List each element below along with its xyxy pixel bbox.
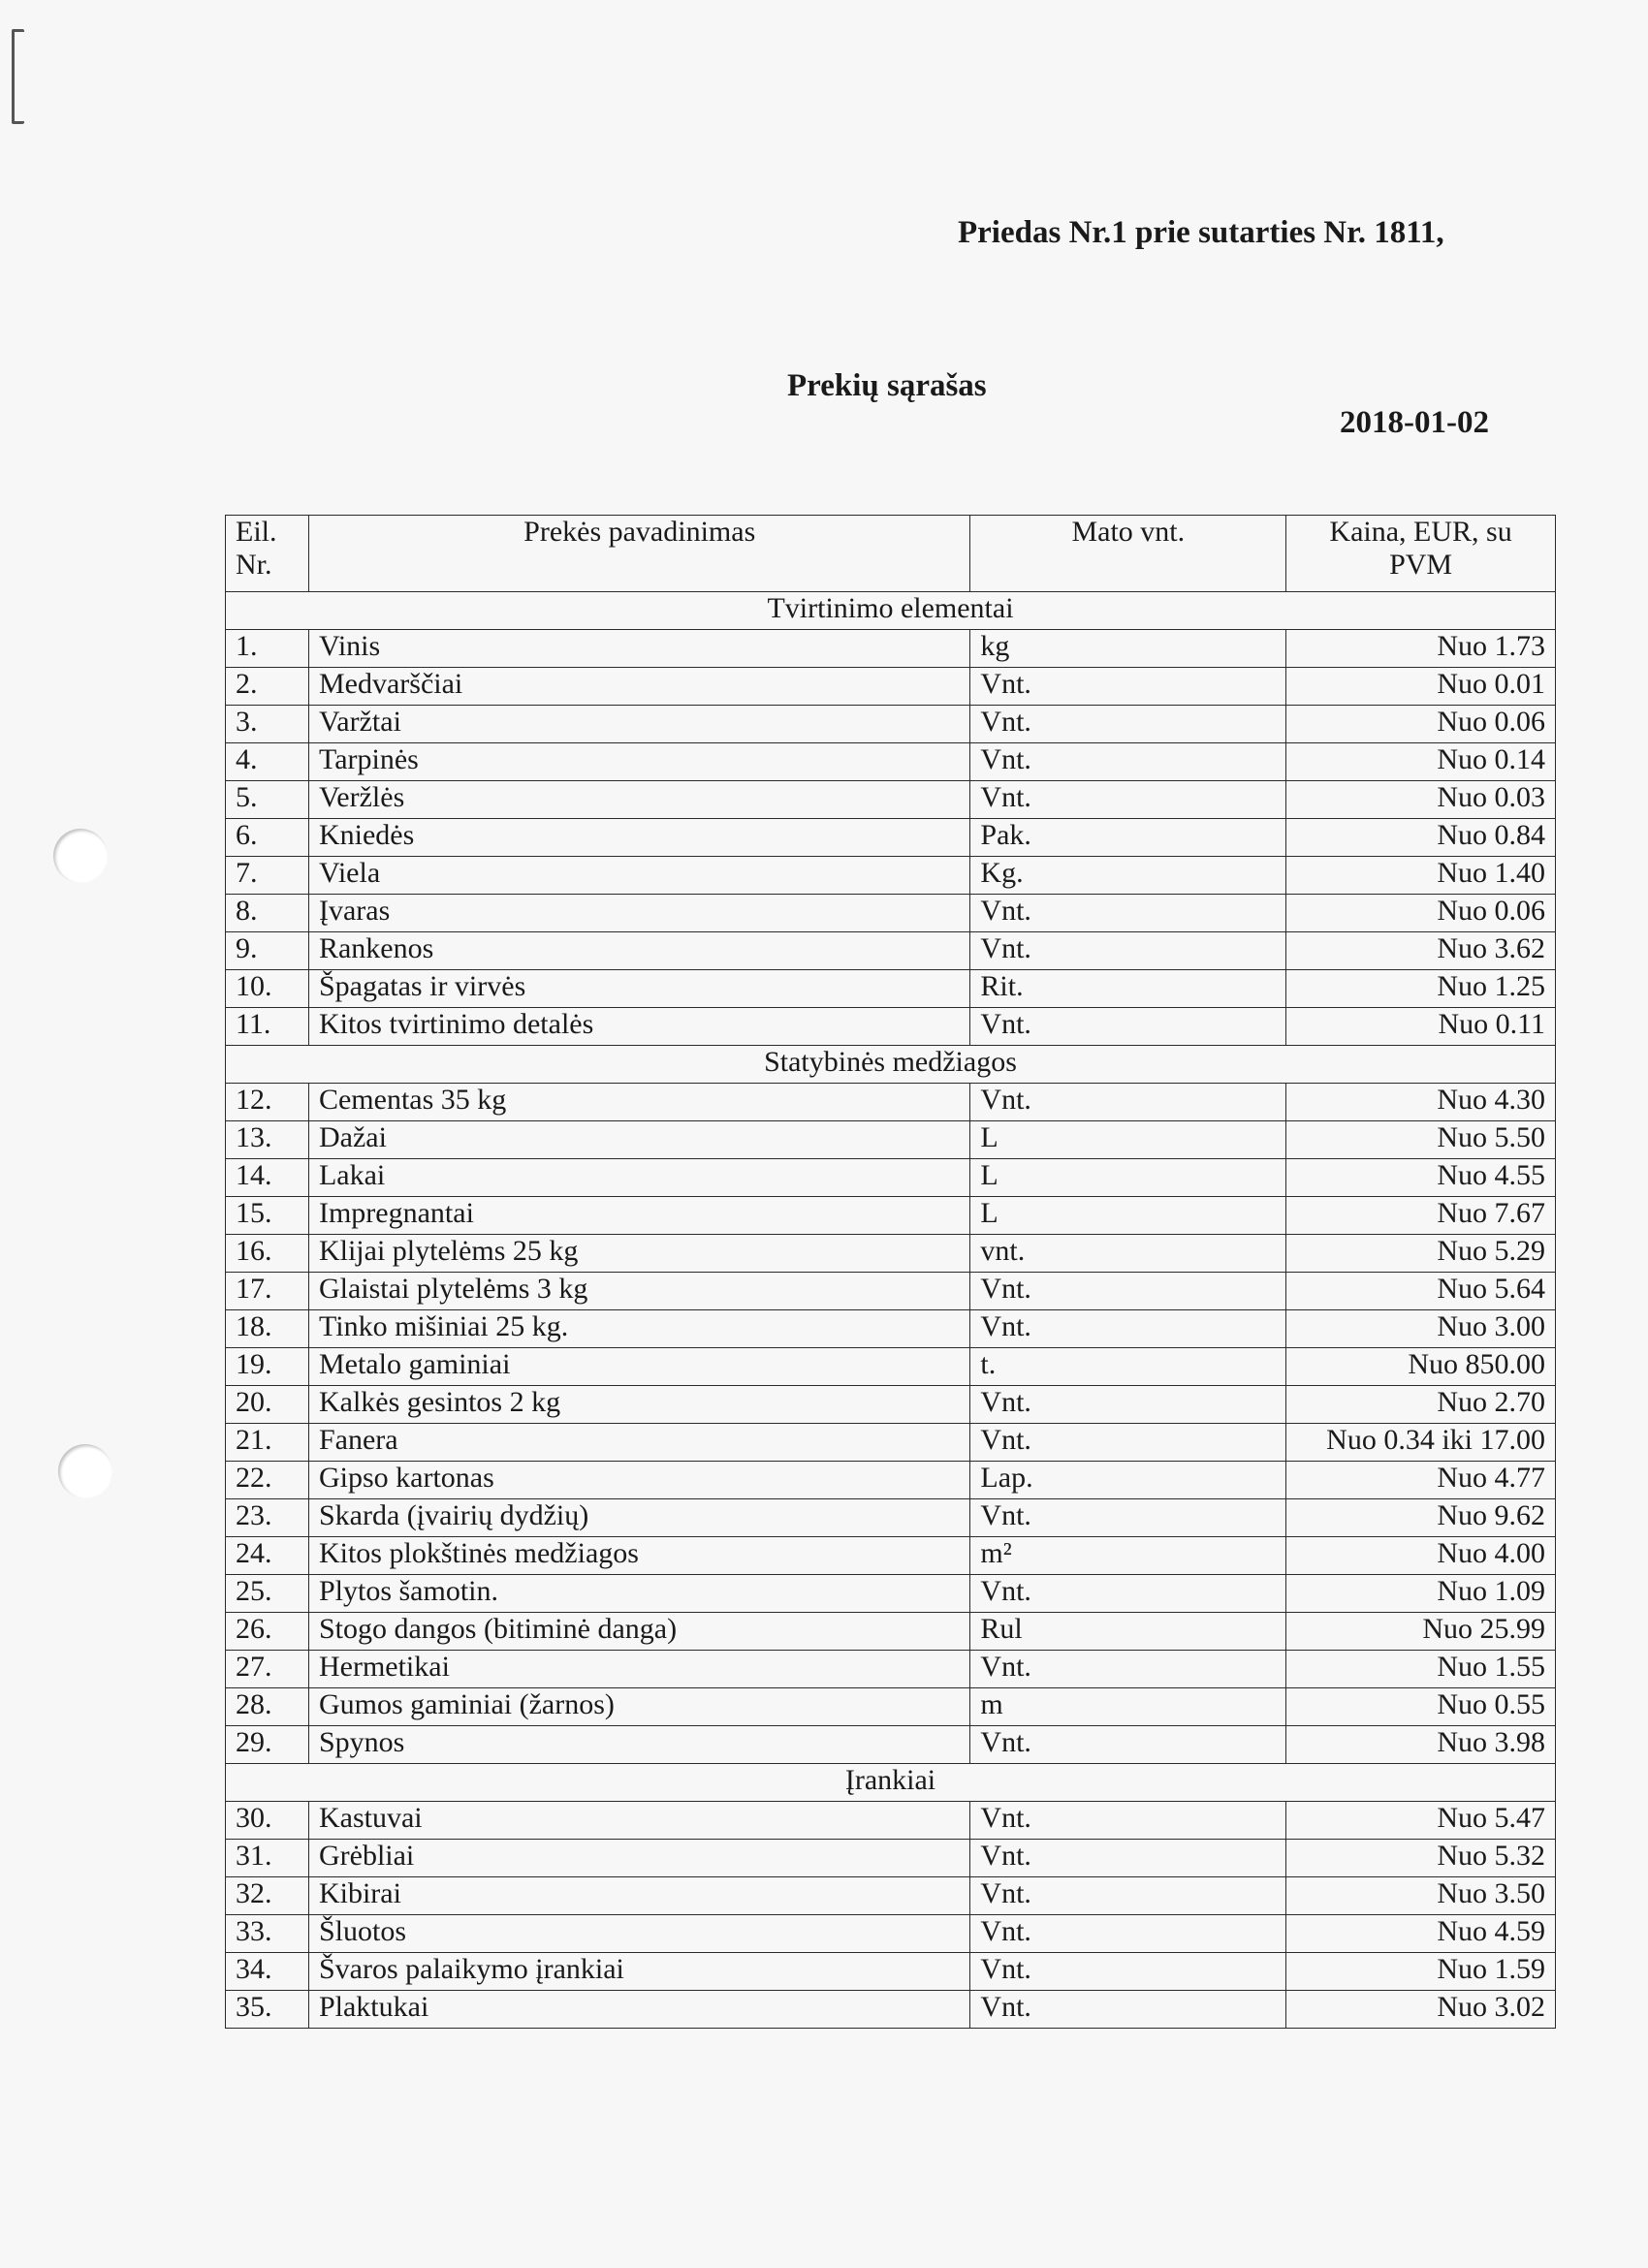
cell-price: Nuo 0.34 iki 17.00: [1286, 1424, 1556, 1462]
cell-price: Nuo 0.06: [1286, 706, 1556, 743]
table-row: [226, 1462, 1556, 1499]
cell-unit: L: [970, 1159, 1286, 1197]
table-row: [226, 1575, 1556, 1613]
section-row: [226, 1046, 1556, 1084]
table-row: [226, 1991, 1556, 2029]
cell-nr: 17.: [226, 1273, 309, 1310]
cell-nr: 31.: [226, 1840, 309, 1877]
cell-name: Grėbliai: [308, 1840, 969, 1877]
cell-nr: 6.: [226, 819, 309, 857]
cell-unit: Lap.: [970, 1462, 1286, 1499]
cell-unit: Vnt.: [970, 1802, 1286, 1840]
cell-nr: 26.: [226, 1613, 309, 1651]
cell-nr: 1.: [226, 630, 309, 668]
table-row: [226, 1159, 1556, 1197]
cell-price: Nuo 1.09: [1286, 1575, 1556, 1613]
cell-unit: kg: [970, 630, 1286, 668]
document-date: 2018-01-02: [1340, 405, 1489, 440]
cell-unit: Vnt.: [970, 1008, 1286, 1046]
cell-unit: Vnt.: [970, 706, 1286, 743]
section-title: Tvirtinimo elementai: [226, 592, 1556, 630]
cell-nr: 2.: [226, 668, 309, 706]
table-row: [226, 1197, 1556, 1235]
table-row: [226, 1877, 1556, 1915]
cell-name: Gumos gaminiai (žarnos): [308, 1688, 969, 1726]
cell-nr: 16.: [226, 1235, 309, 1273]
table-row: [226, 970, 1556, 1008]
cell-nr: 5.: [226, 781, 309, 819]
table-row: [226, 1008, 1556, 1046]
cell-unit: Vnt.: [970, 1651, 1286, 1688]
cell-unit: Vnt.: [970, 668, 1286, 706]
table-row: [226, 1084, 1556, 1121]
cell-nr: 14.: [226, 1159, 309, 1197]
cell-unit: Vnt.: [970, 1386, 1286, 1424]
cell-unit: L: [970, 1197, 1286, 1235]
cell-price: Nuo 3.62: [1286, 932, 1556, 970]
cell-name: Kalkės gesintos 2 kg: [308, 1386, 969, 1424]
cell-unit: Vnt.: [970, 1310, 1286, 1348]
cell-price: Nuo 5.47: [1286, 1802, 1556, 1840]
cell-nr: 27.: [226, 1651, 309, 1688]
cell-price: Nuo 4.00: [1286, 1537, 1556, 1575]
cell-nr: 12.: [226, 1084, 309, 1121]
table-row: [226, 857, 1556, 895]
table-row: [226, 1840, 1556, 1877]
cell-name: Švaros palaikymo įrankiai: [308, 1953, 969, 1991]
cell-nr: 11.: [226, 1008, 309, 1046]
cell-price: Nuo 4.30: [1286, 1084, 1556, 1121]
cell-name: Impregnantai: [308, 1197, 969, 1235]
cell-name: Rankenos: [308, 932, 969, 970]
cell-name: Tarpinės: [308, 743, 969, 781]
cell-name: Skarda (įvairių dydžių): [308, 1499, 969, 1537]
cell-nr: 35.: [226, 1991, 309, 2029]
cell-nr: 15.: [226, 1197, 309, 1235]
cell-name: Hermetikai: [308, 1651, 969, 1688]
cell-price: Nuo 5.32: [1286, 1840, 1556, 1877]
cell-unit: Vnt.: [970, 1499, 1286, 1537]
table-row: [226, 706, 1556, 743]
cell-nr: 25.: [226, 1575, 309, 1613]
cell-name: Klijai plytelėms 25 kg: [308, 1235, 969, 1273]
table-row: [226, 1499, 1556, 1537]
cell-name: Gipso kartonas: [308, 1462, 969, 1499]
table-row: [226, 1235, 1556, 1273]
cell-name: Fanera: [308, 1424, 969, 1462]
cell-price: Nuo 0.01: [1286, 668, 1556, 706]
column-header-name: Prekės pavadinimas: [308, 516, 969, 592]
cell-name: Veržlės: [308, 781, 969, 819]
cell-nr: 3.: [226, 706, 309, 743]
cell-unit: Vnt.: [970, 895, 1286, 932]
table-row: [226, 743, 1556, 781]
cell-nr: 23.: [226, 1499, 309, 1537]
table-row: [226, 1953, 1556, 1991]
cell-name: Varžtai: [308, 706, 969, 743]
cell-name: Medvarščiai: [308, 668, 969, 706]
cell-unit: Vnt.: [970, 743, 1286, 781]
cell-name: Vinis: [308, 630, 969, 668]
punch-hole: [58, 1444, 112, 1498]
cell-nr: 7.: [226, 857, 309, 895]
table-row: [226, 1348, 1556, 1386]
table-row: [226, 1537, 1556, 1575]
cell-price: Nuo 3.00: [1286, 1310, 1556, 1348]
cell-price: Nuo 1.25: [1286, 970, 1556, 1008]
cell-price: Nuo 4.77: [1286, 1462, 1556, 1499]
table-row: [226, 1613, 1556, 1651]
cell-price: Nuo 0.03: [1286, 781, 1556, 819]
table-row: [226, 819, 1556, 857]
cell-price: Nuo 1.59: [1286, 1953, 1556, 1991]
table-row: [226, 1651, 1556, 1688]
table-row: [226, 1424, 1556, 1462]
cell-name: Kniedės: [308, 819, 969, 857]
cell-name: Cementas 35 kg: [308, 1084, 969, 1121]
cell-price: Nuo 0.06: [1286, 895, 1556, 932]
table-row: [226, 1386, 1556, 1424]
cell-price: Nuo 5.50: [1286, 1121, 1556, 1159]
cell-price: Nuo 2.70: [1286, 1386, 1556, 1424]
cell-name: Įvaras: [308, 895, 969, 932]
cell-name: Plytos šamotin.: [308, 1575, 969, 1613]
cell-name: Metalo gaminiai: [308, 1348, 969, 1386]
table-row: [226, 1802, 1556, 1840]
cell-price: Nuo 1.55: [1286, 1651, 1556, 1688]
cell-nr: 33.: [226, 1915, 309, 1953]
table-header-row: [226, 516, 1556, 592]
cell-unit: Vnt.: [970, 1953, 1286, 1991]
cell-nr: 24.: [226, 1537, 309, 1575]
column-header-nr: Eil. Nr.: [226, 516, 309, 592]
cell-unit: Vnt.: [970, 781, 1286, 819]
cell-unit: Vnt.: [970, 1877, 1286, 1915]
cell-name: Kastuvai: [308, 1802, 969, 1840]
table-row: [226, 781, 1556, 819]
cell-price: Nuo 3.98: [1286, 1726, 1556, 1764]
cell-nr: 20.: [226, 1386, 309, 1424]
cell-unit: L: [970, 1121, 1286, 1159]
cell-name: Šluotos: [308, 1915, 969, 1953]
cell-price: Nuo 3.50: [1286, 1877, 1556, 1915]
cell-price: Nuo 1.40: [1286, 857, 1556, 895]
cell-nr: 30.: [226, 1802, 309, 1840]
table-row: [226, 1273, 1556, 1310]
cell-nr: 21.: [226, 1424, 309, 1462]
table-body: [226, 592, 1556, 2029]
cell-price: Nuo 0.11: [1286, 1008, 1556, 1046]
cell-price: Nuo 4.59: [1286, 1915, 1556, 1953]
cell-nr: 9.: [226, 932, 309, 970]
cell-unit: m²: [970, 1537, 1286, 1575]
annex-title: Priedas Nr.1 prie sutarties Nr. 1811,: [958, 215, 1444, 250]
cell-nr: 34.: [226, 1953, 309, 1991]
cell-name: Tinko mišiniai 25 kg.: [308, 1310, 969, 1348]
cell-nr: 32.: [226, 1877, 309, 1915]
cell-unit: Kg.: [970, 857, 1286, 895]
table-row: [226, 630, 1556, 668]
cell-nr: 10.: [226, 970, 309, 1008]
cell-nr: 18.: [226, 1310, 309, 1348]
cell-unit: Vnt.: [970, 1915, 1286, 1953]
goods-table: [225, 515, 1556, 2029]
cell-price: Nuo 0.84: [1286, 819, 1556, 857]
cell-unit: Rit.: [970, 970, 1286, 1008]
cell-name: Spynos: [308, 1726, 969, 1764]
cell-unit: m: [970, 1688, 1286, 1726]
table-row: [226, 1688, 1556, 1726]
table-row: [226, 1121, 1556, 1159]
cell-price: Nuo 3.02: [1286, 1991, 1556, 2029]
section-row: [226, 592, 1556, 630]
punch-hole: [53, 829, 108, 883]
cell-unit: Vnt.: [970, 1991, 1286, 2029]
cell-unit: Vnt.: [970, 1575, 1286, 1613]
cell-price: Nuo 5.29: [1286, 1235, 1556, 1273]
cell-price: Nuo 850.00: [1286, 1348, 1556, 1386]
cell-nr: 4.: [226, 743, 309, 781]
cell-price: Nuo 25.99: [1286, 1613, 1556, 1651]
cell-price: Nuo 7.67: [1286, 1197, 1556, 1235]
cell-nr: 29.: [226, 1726, 309, 1764]
cell-nr: 13.: [226, 1121, 309, 1159]
cell-unit: Pak.: [970, 819, 1286, 857]
table-row: [226, 668, 1556, 706]
cell-name: Viela: [308, 857, 969, 895]
table-row: [226, 895, 1556, 932]
cell-unit: vnt.: [970, 1235, 1286, 1273]
section-title: Įrankiai: [226, 1764, 1556, 1802]
column-header-price: Kaina, EUR, su PVM: [1286, 516, 1556, 592]
cell-nr: 28.: [226, 1688, 309, 1726]
cell-name: Glaistai plytelėms 3 kg: [308, 1273, 969, 1310]
section-title: Statybinės medžiagos: [226, 1046, 1556, 1084]
cell-unit: Vnt.: [970, 1273, 1286, 1310]
cell-name: Kibirai: [308, 1877, 969, 1915]
cell-unit: Vnt.: [970, 1726, 1286, 1764]
list-title: Prekių sąrašas: [787, 368, 987, 403]
table-row: [226, 1310, 1556, 1348]
cell-name: Stogo dangos (bitiminė danga): [308, 1613, 969, 1651]
column-header-unit: Mato vnt.: [970, 516, 1286, 592]
staple-mark: [12, 29, 24, 124]
cell-name: Špagatas ir virvės: [308, 970, 969, 1008]
cell-name: Dažai: [308, 1121, 969, 1159]
cell-price: Nuo 0.14: [1286, 743, 1556, 781]
cell-price: Nuo 9.62: [1286, 1499, 1556, 1537]
table-row: [226, 1915, 1556, 1953]
cell-nr: 22.: [226, 1462, 309, 1499]
cell-unit: Vnt.: [970, 932, 1286, 970]
cell-unit: Rul: [970, 1613, 1286, 1651]
cell-name: Lakai: [308, 1159, 969, 1197]
cell-unit: Vnt.: [970, 1424, 1286, 1462]
cell-nr: 19.: [226, 1348, 309, 1386]
cell-unit: Vnt.: [970, 1840, 1286, 1877]
cell-unit: Vnt.: [970, 1084, 1286, 1121]
cell-name: Kitos plokštinės medžiagos: [308, 1537, 969, 1575]
cell-nr: 8.: [226, 895, 309, 932]
cell-price: Nuo 0.55: [1286, 1688, 1556, 1726]
cell-price: Nuo 1.73: [1286, 630, 1556, 668]
cell-price: Nuo 5.64: [1286, 1273, 1556, 1310]
section-row: [226, 1764, 1556, 1802]
cell-price: Nuo 4.55: [1286, 1159, 1556, 1197]
table-row: [226, 932, 1556, 970]
cell-name: Kitos tvirtinimo detalės: [308, 1008, 969, 1046]
cell-name: Plaktukai: [308, 1991, 969, 2029]
cell-unit: t.: [970, 1348, 1286, 1386]
table-row: [226, 1726, 1556, 1764]
